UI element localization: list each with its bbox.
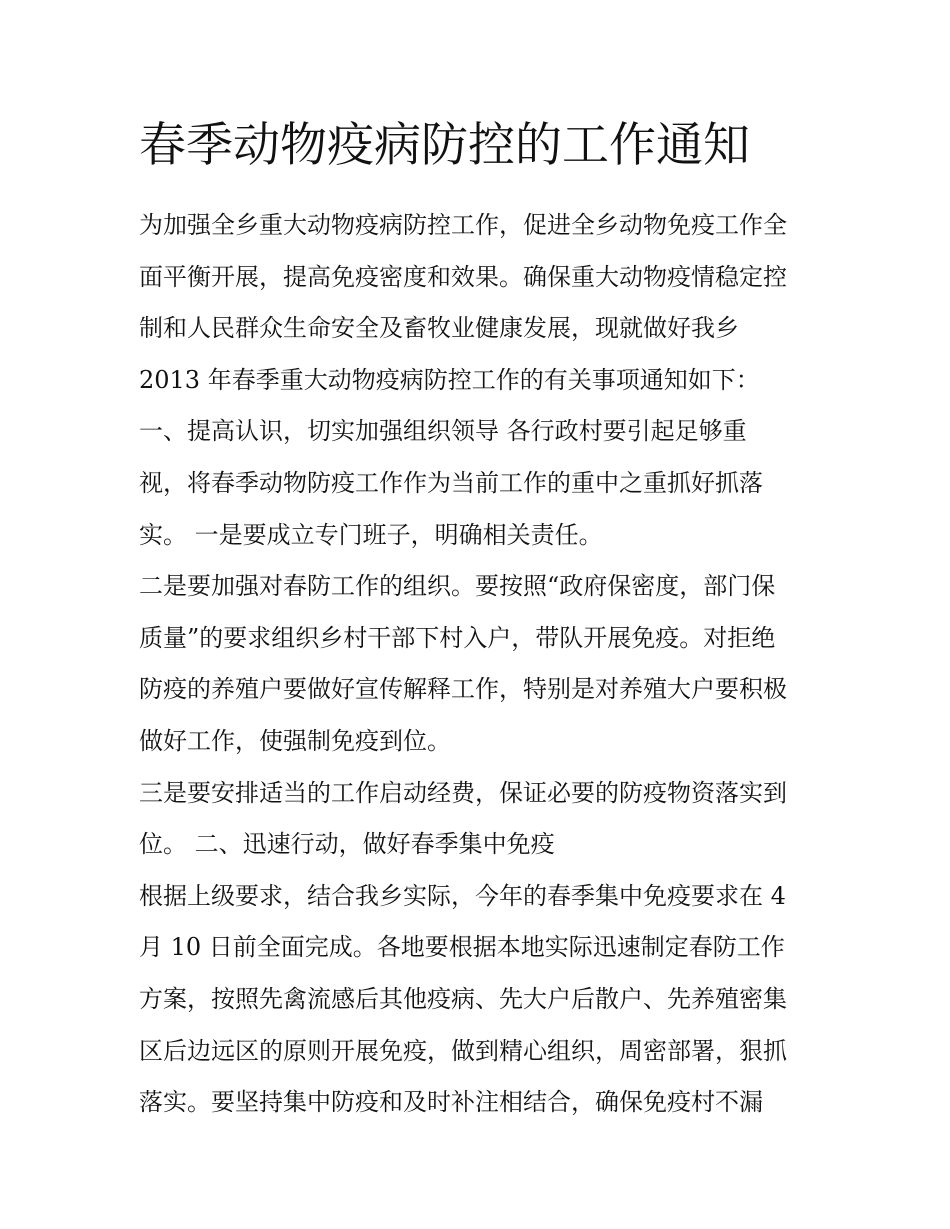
paragraph-line: 2013 年春季重大动物疫病防控工作的有关事项通知如下：: [139, 365, 760, 394]
paragraph-line: 月 10 日前全面完成。各地要根据本地实际迅速制定春防工作: [139, 933, 785, 962]
paragraph-line: 防疫的养殖户要做好宣传解释工作，特别是对养殖大户要积极: [139, 675, 787, 704]
paragraph-line: 根据上级要求，结合我乡实际，今年的春季集中免疫要求在 4: [139, 881, 786, 910]
page-title: 春季动物疫病防控的工作通知: [139, 118, 750, 173]
paragraph-line: 视，将春季动物防疫工作作为当前工作的重中之重抓好抓落: [139, 468, 763, 497]
paragraph-line: 三是要安排适当的工作启动经费，保证必要的防疫物资落实到: [139, 778, 787, 807]
paragraph-line: 落实。要坚持集中防疫和及时补注相结合，确保免疫村不漏: [139, 1088, 763, 1117]
paragraph-line: 位。 二、迅速行动，做好春季集中免疫: [139, 830, 555, 859]
paragraph-line: 二是要加强对春防工作的组织。要按照“政府保密度，部门保: [139, 572, 776, 601]
paragraph-line: 区后边远区的原则开展免疫，做到精心组织，周密部署，狠抓: [139, 1036, 787, 1065]
paragraph-line: 实。 一是要成立专门班子，明确相关责任。: [139, 520, 603, 549]
paragraph-line: 制和人民群众生命安全及畜牧业健康发展，现就做好我乡: [139, 314, 739, 343]
paragraph-line: 方案，按照先禽流感后其他疫病、先大户后散户、先养殖密集: [139, 984, 787, 1013]
paragraph-line: 做好工作，使强制免疫到位。: [139, 726, 451, 755]
document-body: [139, 200, 839, 1129]
paragraph-line: 面平衡开展，提高免疫密度和效果。确保重大动物疫情稳定控: [139, 262, 787, 291]
paragraph-line: 质量”的要求组织乡村干部下村入户，带队开展免疫。对拒绝: [139, 623, 776, 652]
paragraph-line: 为加强全乡重大动物疫病防控工作，促进全乡动物免疫工作全: [139, 211, 787, 239]
paragraph-line: 一、提高认识，切实加强组织领导 各行政村要引起足够重: [139, 417, 747, 446]
